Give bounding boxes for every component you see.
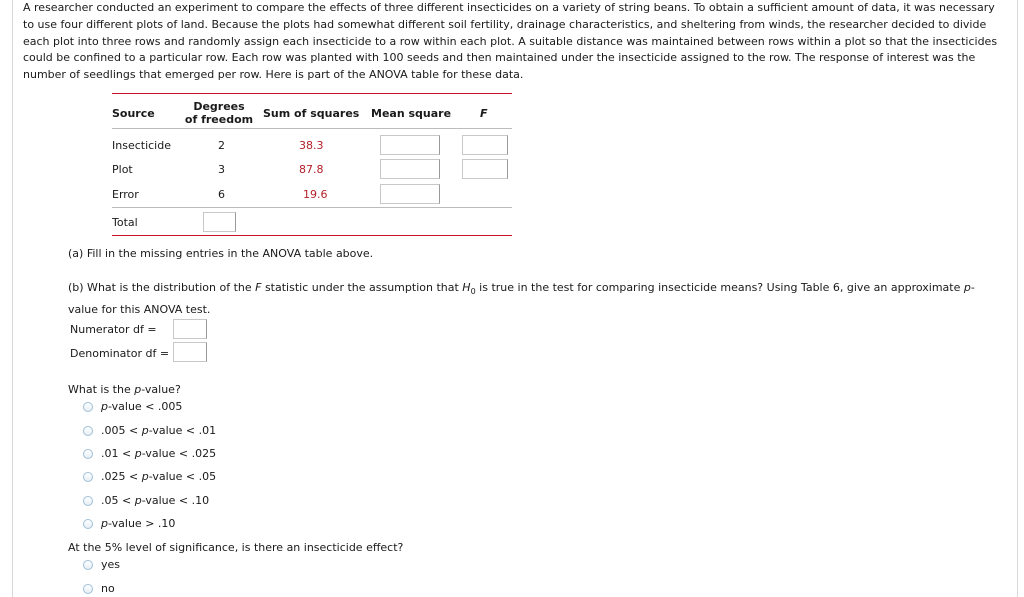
radio-button-icon[interactable] [83,402,93,412]
insecticide-ms-input[interactable] [380,135,440,155]
effect-option-label: yes [101,558,121,571]
pvalue-option-5[interactable] [83,494,209,507]
header-df-line2: of freedom [184,113,254,126]
table-bottom-rule [112,235,512,236]
numerator-df-label: Numerator df = [70,323,157,336]
pvalue-option-label: .005 < p-value < .01 [101,424,217,437]
row-insecticide-df: 2 [218,139,225,152]
insecticide-f-input[interactable] [462,135,508,155]
pvalue-option-2[interactable] [83,424,216,437]
pvalue-option-label: .05 < p-value < .10 [101,494,210,507]
header-source: Source [112,107,155,120]
denominator-df-input[interactable] [173,342,207,362]
header-ss: Sum of squares [263,107,360,120]
header-df [184,100,254,126]
effect-option-no[interactable] [83,582,115,595]
problem-intro: A researcher conducted an experiment to compare the effects of three different insecticides on a variety of string beans. To obtain a sufficient amount of data, it was necessary to use four different plots of land. Because the plots had somewhat different soil fertility, drainage characteristics, and sheltering from winds, the researcher decided to divide each plot into three rows and randomly assign each insecticide to a row within each plot. A suitable distance was maintained between rows within a plot so that the insecticides could be confined to a particular row. Each row was planted with 100 seeds and then maintained under the insecticide assigned to the row. The response of interest was the number of seedlings that emerged per row. Here is part of the ANOVA table for these data. [23,1,998,82]
pvalue-option-label: p-value < .005 [101,400,183,413]
pvalue-question: What is the p-value? [68,383,181,396]
pvalue-option-6[interactable] [83,517,175,530]
radio-button-icon[interactable] [83,584,93,594]
error-ms-input[interactable] [380,184,440,204]
radio-button-icon[interactable] [83,560,93,570]
row-insecticide-ss: 38.3 [299,139,324,152]
row-plot-source: Plot [112,163,133,176]
part-b-text-line2: value for this ANOVA test. [68,303,211,316]
total-rule [112,207,512,208]
pvalue-option-label: .01 < p-value < .025 [101,447,217,460]
numerator-df-input[interactable] [173,319,207,339]
total-df-input[interactable] [203,212,236,232]
pvalue-option-4[interactable] [83,470,216,483]
radio-button-icon[interactable] [83,519,93,529]
row-plot-df: 3 [218,163,225,176]
row-error-ss: 19.6 [303,188,328,201]
effect-question: At the 5% level of significance, is there an insecticide effect? [68,541,404,554]
header-f: F [480,107,488,120]
effect-option-yes[interactable] [83,558,120,571]
pvalue-option-1[interactable] [83,400,182,413]
part-b-text: (b) What is the distribution of the F statistic under the assumption that $H_0$ is true in the test for comparing insecticide means? Using Table 6, give an approximate p- [68,281,975,297]
radio-button-icon[interactable] [83,496,93,506]
header-ms: Mean square [371,107,452,120]
row-error-df: 6 [218,188,225,201]
pvalue-option-label: .025 < p-value < .05 [101,470,217,483]
row-insecticide-source: Insecticide [112,139,171,152]
header-rule [112,128,512,129]
part-a-text: (a) Fill in the missing entries in the ANOVA table above. [68,247,374,260]
plot-ms-input[interactable] [380,159,440,179]
plot-f-input[interactable] [462,159,508,179]
header-df-line1: Degrees [193,100,245,113]
table-top-rule [112,93,512,94]
radio-button-icon[interactable] [83,449,93,459]
pvalue-option-label: p-value > .10 [101,517,176,530]
radio-button-icon[interactable] [83,472,93,482]
denominator-df-label: Denominator df = [70,347,170,360]
effect-option-label: no [101,582,115,595]
row-error-source: Error [112,188,139,201]
pvalue-option-3[interactable] [83,447,216,460]
anova-table [112,93,512,229]
radio-button-icon[interactable] [83,426,93,436]
row-total-source: Total [112,216,138,229]
row-plot-ss: 87.8 [299,163,324,176]
